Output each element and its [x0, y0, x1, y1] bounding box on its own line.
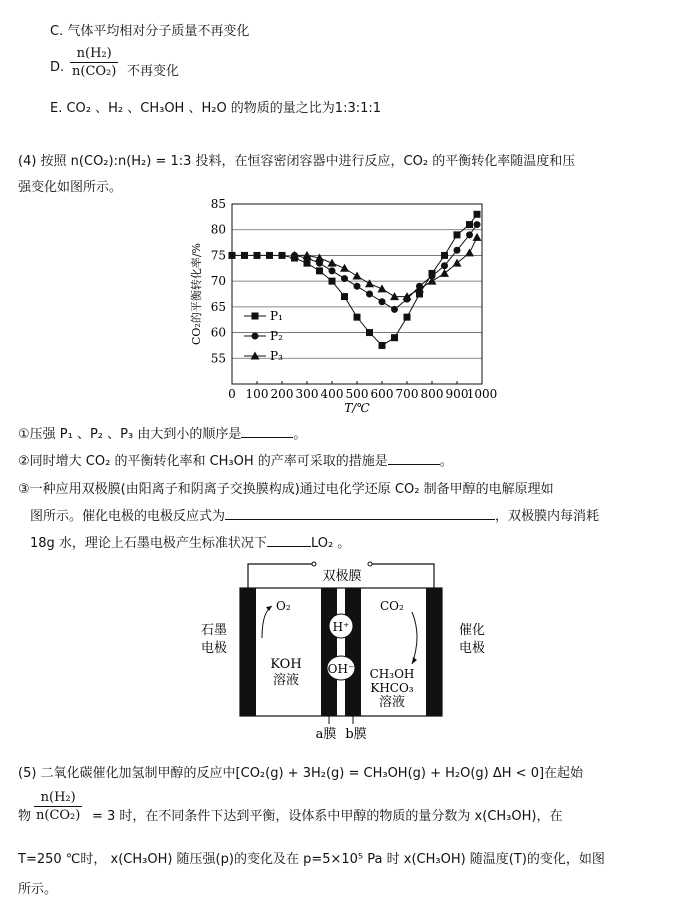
fraction-numerator: n(H₂) [76, 46, 112, 61]
data-point-circle [354, 283, 361, 290]
co2-label: CO₂ [380, 599, 404, 613]
wire-right [372, 564, 434, 588]
fraction-numerator: n(H₂) [40, 790, 76, 805]
legend-label: P₂ [270, 329, 283, 343]
h-plus-label: H⁺ [332, 620, 350, 634]
data-point-circle [441, 262, 448, 269]
catalytic-label-1: 催化 [458, 623, 486, 638]
y-tick-label: 75 [210, 248, 226, 263]
data-point-triangle [390, 292, 399, 300]
b-membrane-label: b膜 [345, 727, 367, 742]
option-d-label: D. [50, 60, 65, 75]
q4-line2: 强变化如图所示。 [18, 180, 123, 195]
ch3oh-label: CH₃OH [369, 667, 415, 681]
o2-label: O₂ [276, 599, 291, 613]
q4-sub3-line3-a: 18g 水，理论上石墨电极产生标准状况下 [30, 536, 267, 551]
data-point-circle [379, 298, 386, 305]
series-line [295, 225, 478, 310]
data-point-circle [366, 291, 373, 298]
data-point-triangle [328, 259, 337, 267]
x-tick-label: 300 [295, 387, 319, 401]
q4-sub3-line2 [30, 505, 599, 524]
y-tick-label: 70 [210, 274, 226, 289]
fraction-bar [34, 806, 82, 807]
q5-line3: T=250 ℃时， x(CH₃OH) 随压强(p)的变化及在 p=5×10⁵ Pa 时 x(CH₃OH) 随温度(T)的变化，如图 [18, 852, 605, 867]
y-tick-label: 55 [210, 351, 226, 366]
legend-label: P₃ [270, 349, 283, 363]
data-point-square [316, 267, 323, 274]
data-point-triangle [378, 284, 387, 292]
x-tick-label: 1000 [466, 387, 498, 401]
data-point-square [341, 293, 348, 300]
q5-line1: (5) 二氧化碳催化加氢制甲醇的反应中[CO₂(g) + 3H₂(g) = CH₃OH(g) + H₂O(g) ΔH < 0]在起始 [18, 766, 584, 781]
graphite-label-1: 石墨 [200, 623, 228, 638]
data-point-triangle [303, 251, 312, 259]
data-point-square [252, 313, 259, 320]
y-tick-label: 65 [210, 299, 226, 314]
y-axis-label: CO₂的平衡转化率/% [190, 242, 203, 346]
x-tick-label: 900 [445, 387, 469, 401]
data-point-triangle [465, 248, 474, 256]
terminal-right [368, 562, 372, 566]
q4-sub2 [18, 450, 453, 469]
data-point-triangle [353, 272, 362, 280]
data-point-square [441, 252, 448, 259]
q4-sub2-end: 。 [439, 454, 453, 469]
koh-solution-label: 溶液 [272, 673, 300, 688]
q4-sub3-line3-b: LO₂ 。 [310, 536, 351, 551]
data-point-triangle [340, 264, 349, 272]
bipolar-membrane-label: 双极膜 [322, 569, 362, 584]
graphite-electrode [240, 588, 256, 716]
y-tick-label: 80 [210, 222, 226, 237]
data-point-triangle [365, 279, 374, 287]
graphite-label-2: 电极 [200, 641, 228, 656]
q4-sub3-line1: ③一种应用双极膜(由阳离子和阴离子交换膜构成)通过电化学还原 CO₂ 制备甲醇的电解原理如 [18, 482, 554, 497]
terminal-left [312, 562, 316, 566]
option-c: C. 气体平均相对分子质量不再变化 [50, 24, 250, 39]
catalytic-label-2: 电极 [458, 641, 486, 656]
data-point-square [379, 342, 386, 349]
data-point-circle [329, 267, 336, 274]
data-point-square [354, 314, 361, 321]
y-tick-label: 60 [210, 325, 226, 340]
x-tick-label: 200 [270, 387, 294, 401]
data-point-square [466, 221, 473, 228]
x-axis-label: T/℃ [344, 401, 370, 415]
option-d-fraction [70, 46, 118, 79]
x-tick-label: 700 [395, 387, 419, 401]
oh-minus-label: OH⁻ [327, 662, 355, 676]
a-membrane-label: a膜 [315, 727, 337, 742]
x-tick-label: 400 [320, 387, 344, 401]
option-d-text: 不再变化 [127, 64, 180, 79]
x-tick-label: 600 [370, 387, 394, 401]
legend-label: P₁ [270, 309, 283, 323]
fraction-denominator: n(CO₂) [36, 808, 81, 823]
a-membrane [321, 588, 337, 716]
answer-blank-3[interactable] [225, 507, 495, 520]
data-point-square [229, 252, 236, 259]
b-membrane [345, 588, 361, 716]
data-point-triangle [473, 233, 482, 241]
q4-sub3-line3 [30, 532, 350, 551]
fraction-denominator: n(CO₂) [72, 64, 117, 79]
option-e: E. CO₂ 、H₂ 、CH₃OH 、H₂O 的物质的量之比为1:3:1:1 [50, 101, 382, 116]
data-point-square [279, 252, 286, 259]
data-point-triangle [453, 259, 462, 267]
x-tick-label: 0 [228, 387, 236, 401]
q4-sub3-line2-b: ，双极膜内每消耗 [495, 509, 600, 524]
wire-left [248, 564, 312, 588]
data-point-circle [466, 231, 473, 238]
fraction-bar [70, 62, 118, 63]
answer-blank-2[interactable] [388, 452, 440, 465]
series-line [232, 214, 477, 345]
right-solution-label: 溶液 [378, 695, 406, 710]
khco3-label: KHCO₃ [370, 681, 414, 695]
q4-sub1-end: 。 [293, 427, 307, 442]
answer-blank-4[interactable] [267, 534, 311, 547]
q4-sub3-line2-a: 图所示。催化电极的电极反应式为 [30, 509, 226, 524]
x-tick-label: 800 [420, 387, 444, 401]
x-tick-label: 500 [345, 387, 369, 401]
data-point-square [241, 252, 248, 259]
data-point-square [254, 252, 261, 259]
q4-sub2-text: ②同时增大 CO₂ 的平衡转化率和 CH₃OH 的产率可采取的措施是 [18, 454, 388, 469]
data-point-square [329, 278, 336, 285]
q4-sub1 [18, 423, 306, 442]
q4-line1: (4) 按照 n(CO₂):n(H₂) = 1:3 投料，在恒容密闭容器中进行反应，CO₂ 的平衡转化率随温度和压 [18, 154, 576, 169]
data-point-square [266, 252, 273, 259]
data-point-circle [391, 306, 398, 313]
data-point-square [474, 211, 481, 218]
x-tick-label: 100 [245, 387, 269, 401]
data-point-square [454, 231, 461, 238]
data-point-square [391, 334, 398, 341]
q4-sub1-text: ①压强 P₁ 、P₂ 、P₃ 由大到小的顺序是 [18, 427, 242, 442]
answer-blank-1[interactable] [241, 425, 293, 438]
koh-label: KOH [270, 657, 302, 672]
q5-fraction [34, 790, 82, 823]
data-point-square [404, 314, 411, 321]
q5-line2: = 3 时，在不同条件下达到平衡，设体系中甲醇的物质的量分数为 x(CH₃OH)，在 [92, 809, 563, 824]
data-point-circle [252, 333, 259, 340]
co2-conversion-chart [180, 196, 510, 416]
data-point-triangle [440, 269, 449, 277]
q5-line4: 所示。 [18, 882, 58, 897]
data-point-circle [474, 221, 481, 228]
data-point-square [366, 329, 373, 336]
catalytic-electrode [426, 588, 442, 716]
y-tick-label: 85 [210, 197, 226, 211]
data-point-circle [341, 275, 348, 282]
electrolysis-diagram [190, 556, 500, 742]
data-point-circle [454, 247, 461, 254]
q5-line2-pre: 物 [18, 809, 32, 824]
